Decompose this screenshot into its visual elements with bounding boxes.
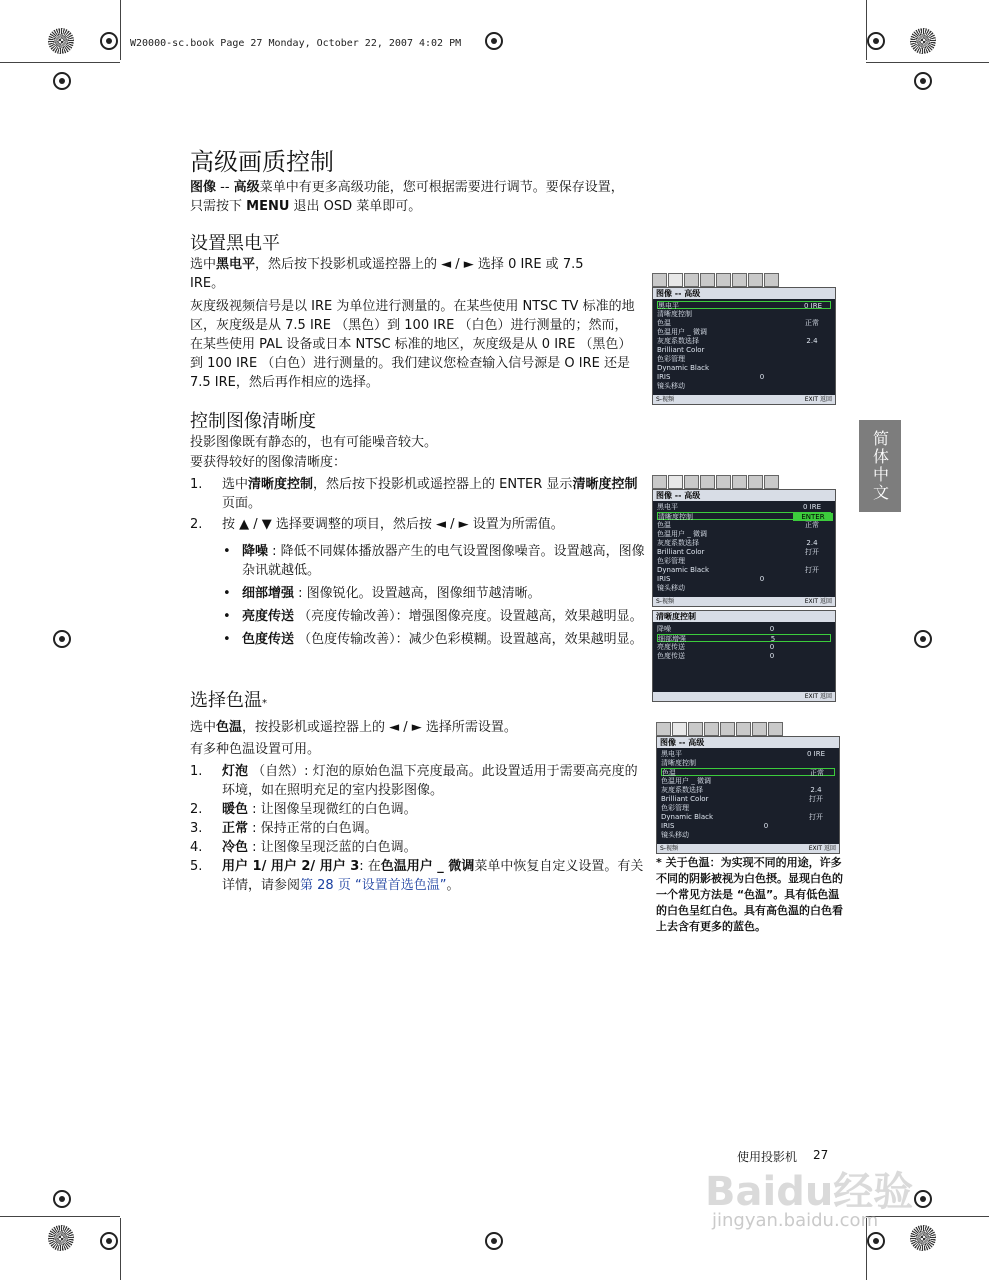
crop-target-mark [53,1190,71,1208]
crop-line [0,1216,120,1217]
color-temp-instruction: 选中色温，按投影机或遥控器上的 ◄ / ► 选择所需设置。 [190,720,517,735]
sharpness-steps [190,475,645,649]
osd-menu-color-temp: 图像 -- 高级 黑电平 0 IRE 清晰度控制 色温 正常 色温用户 _ 微调 灰度系数选择 2.4 Brilliant Color 打开 色彩管理 Dynamic Black 打开 IRIS 0 镜头移动 S-视频 EXIT 返回 [656,722,840,854]
osd-sharpness-submenu: 清晰度控制 降噪 0 细部增强 5 亮度传送 0 色度传送 0 EXIT 返回 [652,610,836,702]
crop-target-mark [914,1190,932,1208]
page-title: 高级画质控制 [190,148,334,176]
color-temp-list [190,762,645,895]
list-item: 2. 暖色 : 让图像呈现微红的白色调。 [190,802,417,817]
bullet-item: • 亮度传送 （亮度传输改善）：增强图像亮度。设置越高，效果越明显。 [223,609,643,624]
list-item: 3. 正常 : 保持正常的白色调。 [190,821,378,836]
sharpness-intro: 投影图像既有静态的，也有可能噪音较大。 [190,435,438,450]
watermark-url: jingyan.baidu.com [712,1210,879,1231]
list-item: 5. 用户 1/ 用户 2/ 用户 3: 在色温用户 _ 微调菜单中恢复自定义设置。有关详情，请参阅第 28 页 “设置首选色温”。 [190,859,644,893]
book-header: W20000-sc.book Page 27 Monday, October 22, 2007 4:02 PM [130,38,462,49]
bullet-item: • 降噪 : 降低不同媒体播放器产生的电气设置图像噪音。设置越高，图像杂讯就越低。 [223,544,645,578]
section-heading-sharpness: 控制图像清晰度 [190,411,316,432]
language-tab: 简体中文 [859,420,901,512]
step-item: 1. 选中清晰度控制，然后按下投影机或遥控器上的 ENTER 显示清晰度控制页面。 [190,477,638,511]
crop-target-mark [100,1232,118,1250]
bullet-item: • 色度传送 （色度传输改善）：减少色彩模糊。设置越高，效果越明显。 [223,632,643,647]
footer-section-title: 使用投影机 [737,1150,798,1164]
crop-line [866,0,867,60]
watermark-logo: Baidu经验 [705,1169,914,1215]
color-temp-note: * 关于色温：为实现不同的用途，许多不同的阴影被视为白色摂。显现白色的一个常见方法是 “色温”。具有低色温的白色呈红白色。具有高色温的白色看上去含有更多的蓝色。 [656,856,843,933]
sharpness-intro-2: 要获得较好的图像清晰度： [190,455,347,470]
registration-mark [48,28,74,54]
crop-line [866,62,989,63]
section-heading-black-level: 设置黑电平 [190,233,280,254]
black-level-explanation: 灰度级视频信号是以 IRE 为单位进行测量的。在某些使用 NTSC TV 标准的地区，灰度级是从 7.5 IRE （黑色）到 100 IRE （白色）进行测量的；然而，在某些使用 PAL 设备或日本 NTSC 标准的地区，灰度级是从 0 IRE （黑色）到 100 IRE （白色）进行测量的。我们建议您检查输入信号源是 O IRE 还是 7.5 IRE，然后再作相应的选择。 [190,299,635,390]
page-number: 27 [813,1148,829,1162]
crop-target-mark [867,32,885,50]
crop-target-mark [867,1232,885,1250]
registration-mark [910,28,936,54]
black-level-instruction: 选中黑电平，然后按下投影机或遥控器上的 ◄ / ► 选择 0 IRE 或 7.5 IRE。 [190,257,584,291]
registration-mark [48,1225,74,1251]
crop-target-mark [485,32,503,50]
list-item: 4. 冷色 : 让图像呈现泛蓝的白色调。 [190,840,417,855]
list-item: 1. 灯泡 （自然）: 灯泡的原始色温下亮度最高。此设置适用于需要高亮度的环境，如在照明充足的室内投影图像。 [190,764,638,798]
section-heading-color-temp: 选择色温* [190,690,267,711]
crop-line [120,0,121,60]
cross-reference-link[interactable]: 第 28 页 “设置首选色温” [300,878,447,893]
intro-paragraph: 图像 -- 高级菜单中有更多高级功能，您可根据需要进行调节。要保存设置，只需按下 MENU 退出 OSD 菜单即可。 [190,180,624,214]
color-temp-intro: 有多种色温设置可用。 [190,742,321,757]
crop-target-mark [485,1232,503,1250]
crop-target-mark [914,630,932,648]
crop-target-mark [100,32,118,50]
crop-line [0,62,120,63]
osd-menu-black-level: 图像 -- 高级 黑电平 0 IRE 清晰度控制 色温 正常 色温用户 _ 微调 灰度系数选择 2.4 Brilliant Color 色彩管理 Dynamic Black IRIS 0 镜头移动 S-视频 EXIT 返回 [652,273,836,405]
crop-target-mark [53,72,71,90]
crop-line [120,1218,121,1280]
crop-target-mark [914,72,932,90]
crop-target-mark [53,630,71,648]
bullet-item: • 细部增强 : 图像锐化。设置越高，图像细节越清晰。 [223,586,541,601]
step-item: 2. 按 ▲ / ▼ 选择要调整的项目，然后按 ◄ / ► 设置为所需值。 [190,517,564,532]
registration-mark [910,1225,936,1251]
osd-menu-sharpness: 图像 -- 高级 黑电平 0 IRE 清晰度控制 ENTER 色温 正常 色温用户 _ 微调 灰度系数选择 2.4 Brilliant Color 打开 色彩管理 Dynamic Black 打开 IRIS 0 镜头移动 S-视频 EXIT 返回 [652,475,836,607]
